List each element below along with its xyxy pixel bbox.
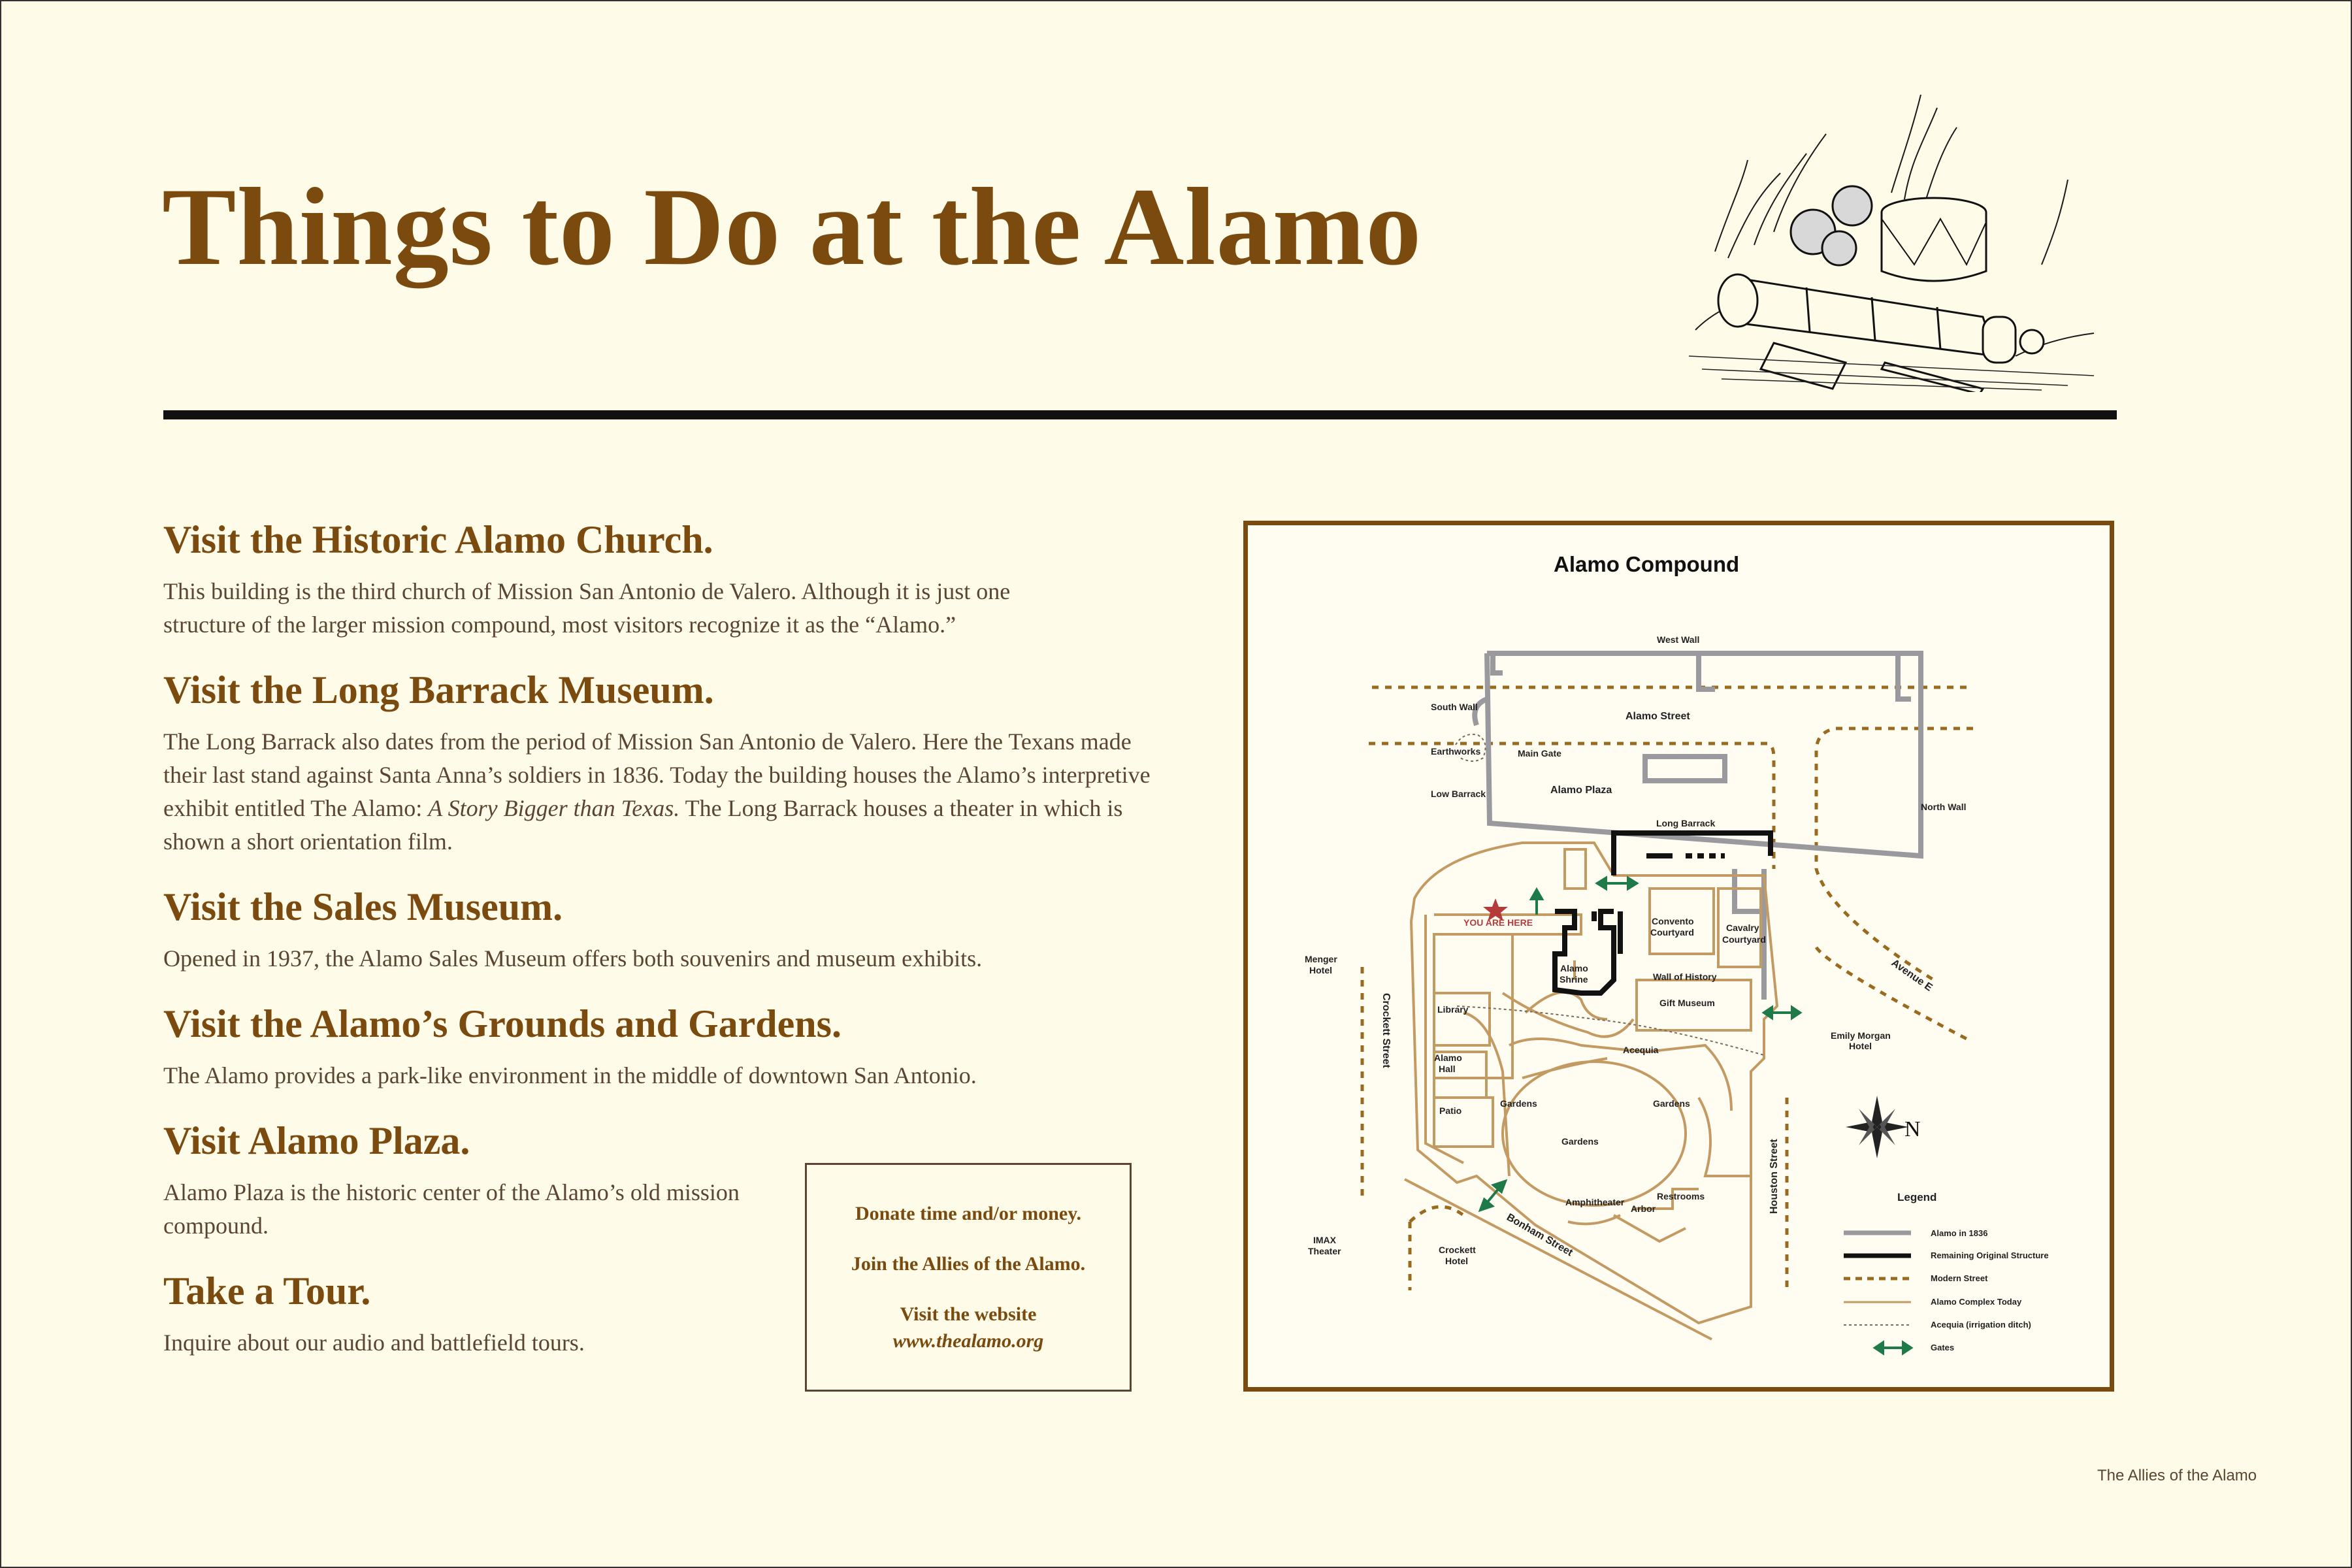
- label-earthworks: Earthworks: [1431, 746, 1481, 757]
- label-gardens-3: Gardens: [1561, 1136, 1599, 1147]
- page-title: Things to Do at the Alamo: [162, 165, 1422, 288]
- map-title: Alamo Compound: [1554, 552, 1740, 576]
- section-text-part: The Long Barrack houses a theater in which is shown a short orientation film.: [163, 795, 1123, 855]
- label-north-wall: North Wall: [1921, 802, 1967, 812]
- label-crockett-hotel-1: Crockett: [1439, 1245, 1476, 1255]
- label-alamo-street: Alamo Street: [1625, 711, 1690, 722]
- label-alamo-hall-1: Alamo: [1434, 1053, 1462, 1063]
- label-imax-1: IMAX: [1313, 1235, 1336, 1245]
- compound-map-svg: [1248, 525, 2110, 1387]
- gate-markers: [1480, 878, 1911, 1353]
- label-houston-street: Houston Street: [1769, 1139, 1780, 1214]
- label-bonham-street: Bonham Street: [1505, 1211, 1575, 1259]
- label-convento-1: Convento: [1652, 916, 1694, 926]
- section-text: This building is the third church of Mission San Antonio de Valero. Although it is just one structure of the larger mission compound, most visitors recognize it as the “Alamo.”: [163, 578, 1011, 638]
- legend-label: Modern Street: [1931, 1273, 1988, 1283]
- label-low-barrack: Low Barrack: [1431, 789, 1486, 799]
- legend-label: Alamo in 1836: [1931, 1228, 1988, 1238]
- label-restrooms: Restrooms: [1657, 1191, 1705, 1201]
- legend-label: Remaining Original Structure: [1931, 1250, 2049, 1260]
- label-acequia: Acequia: [1623, 1045, 1659, 1055]
- label-gardens-1: Gardens: [1500, 1098, 1537, 1109]
- exhibit-title-italic: A Story Bigger than Texas.: [428, 795, 680, 821]
- section-alamo-church: [163, 516, 1156, 642]
- visit-website-line: Visit the website: [900, 1303, 1037, 1325]
- label-gift-museum: Gift Museum: [1659, 998, 1715, 1008]
- compass-rose-icon: [1846, 1096, 1921, 1158]
- label-crockett-hotel-2: Hotel: [1445, 1256, 1468, 1266]
- label-avenue-e: Avenue E: [1889, 957, 1935, 994]
- legend-label: Gates: [1931, 1343, 1955, 1352]
- section-sales-museum: [163, 883, 1156, 975]
- section-heading: Visit the Sales Museum.: [163, 885, 563, 928]
- alamo-compound-map: [1243, 521, 2114, 1392]
- label-library: Library: [1437, 1004, 1469, 1015]
- label-emily-morgan-2: Hotel: [1849, 1041, 1872, 1051]
- label-imax-2: Theater: [1308, 1246, 1341, 1256]
- label-long-barrack: Long Barrack: [1656, 818, 1716, 828]
- label-patio: Patio: [1439, 1105, 1462, 1116]
- website-link[interactable]: www.thealamo.org: [892, 1330, 1044, 1352]
- label-shrine-1: Alamo: [1560, 963, 1588, 973]
- section-heading: Visit the Historic Alamo Church.: [163, 518, 713, 561]
- section-heading: Visit the Long Barrack Museum.: [163, 668, 714, 711]
- label-gardens-2: Gardens: [1653, 1098, 1690, 1109]
- cannon-illustration: [1676, 82, 2107, 392]
- legend-label: Alamo Complex Today: [1931, 1297, 2022, 1307]
- join-line: Join the Allies of the Alamo.: [851, 1253, 1086, 1275]
- section-text: The Alamo provides a park-like environment in the middle of downtown San Antonio.: [163, 1062, 977, 1088]
- label-alamo-hall-2: Hall: [1439, 1064, 1456, 1074]
- section-text: Alamo Plaza is the historic center of the Alamo’s old mission compound.: [163, 1179, 740, 1239]
- section-text: Opened in 1937, the Alamo Sales Museum offers both souvenirs and museum exhibits.: [163, 945, 983, 972]
- label-wall-of-history: Wall of History: [1653, 972, 1717, 982]
- section-grounds-gardens: [163, 1000, 1156, 1092]
- label-crockett-street: Crockett Street: [1380, 993, 1392, 1068]
- donate-box: [805, 1163, 1132, 1392]
- label-main-gate: Main Gate: [1518, 748, 1561, 759]
- donate-line: Donate time and/or money.: [855, 1203, 1082, 1224]
- label-west-wall: West Wall: [1657, 634, 1700, 645]
- section-text: [163, 725, 1156, 858]
- map-legend: [1844, 1191, 2049, 1352]
- compass-n-label: N: [1904, 1117, 1921, 1141]
- label-cavalry-2: Courtyard: [1722, 934, 1766, 945]
- label-shrine-2: Shrine: [1560, 974, 1588, 985]
- label-emily-morgan-1: Emily Morgan: [1831, 1030, 1891, 1041]
- title-divider: [163, 410, 2117, 419]
- section-text-part: The Long Barrack also dates from the period of Mission San Antonio de Valero. Here the Texans made their last stand against Santa Anna’s soldiers in 1836. Today the building houses the Alamo’s interpretive exhibit entitled The Alamo:: [163, 728, 1151, 821]
- label-menger-1: Menger: [1305, 954, 1337, 964]
- credit-line: The Allies of the Alamo: [2097, 1467, 2257, 1484]
- label-convento-2: Courtyard: [1650, 927, 1694, 938]
- section-heading: Visit Alamo Plaza.: [163, 1119, 470, 1162]
- label-you-are-here: YOU ARE HERE: [1463, 917, 1533, 928]
- section-heading: Visit the Alamo’s Grounds and Gardens.: [163, 1002, 841, 1045]
- label-arbor: Arbor: [1631, 1203, 1656, 1214]
- section-text: Inquire about our audio and battlefield tours.: [163, 1330, 585, 1356]
- label-menger-2: Hotel: [1309, 965, 1332, 975]
- section-heading: Take a Tour.: [163, 1269, 371, 1313]
- legend-label: Acequia (irrigation ditch): [1931, 1320, 2031, 1330]
- label-cavalry-1: Cavalry: [1726, 923, 1759, 933]
- legend-title: Legend: [1897, 1191, 1937, 1203]
- label-amphitheater: Amphitheater: [1565, 1197, 1625, 1207]
- label-south-wall: South Wall: [1431, 702, 1478, 712]
- section-long-barrack: [163, 666, 1156, 858]
- label-alamo-plaza: Alamo Plaza: [1550, 785, 1612, 796]
